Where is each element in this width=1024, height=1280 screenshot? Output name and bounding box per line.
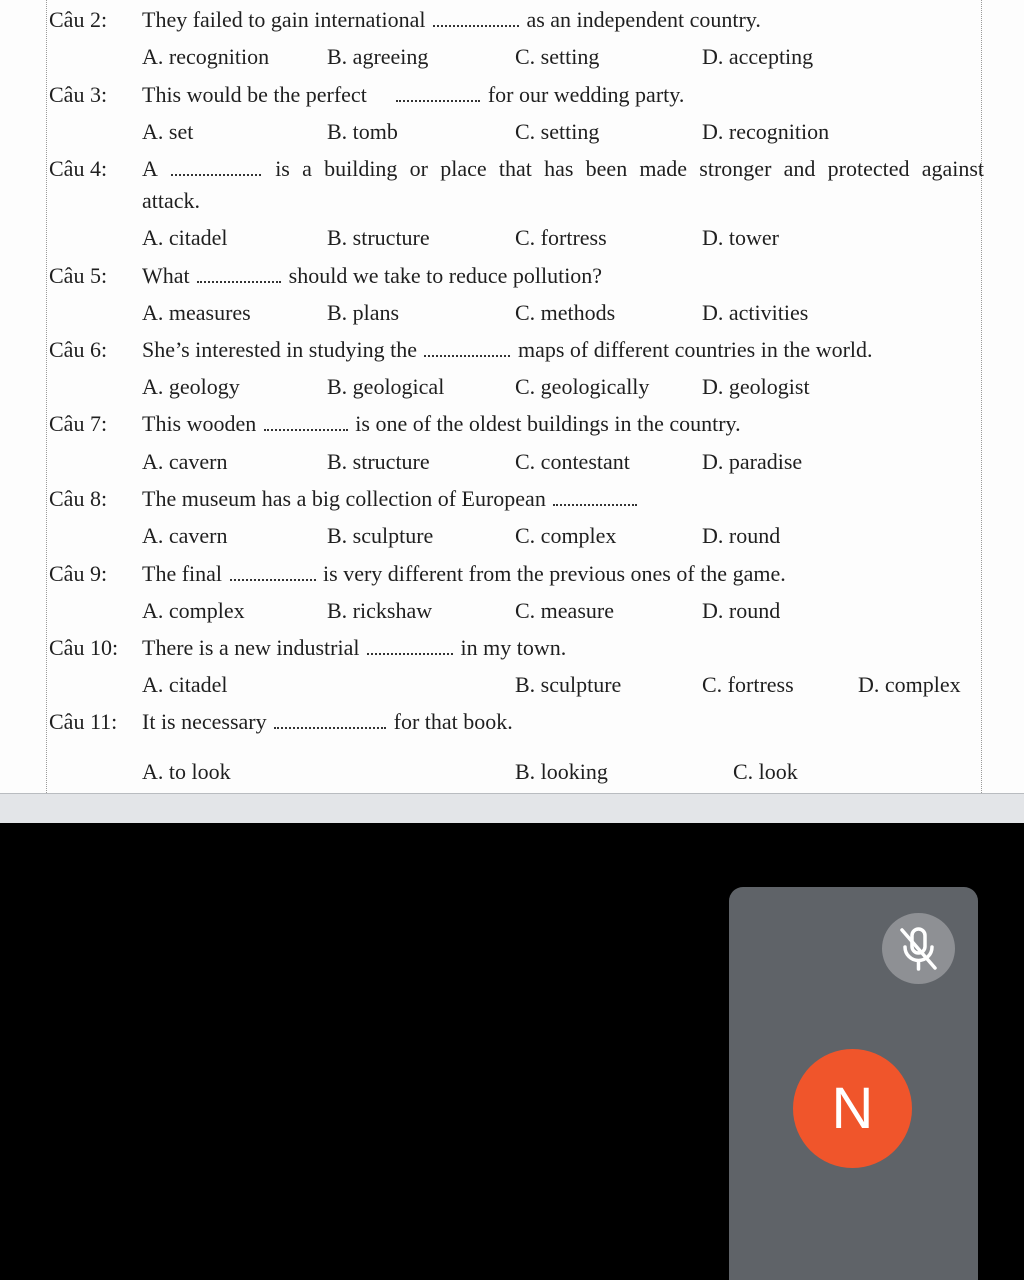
option-b: B. structure: [327, 449, 430, 474]
options-2: [0, 42, 1024, 72]
answer-blank: [553, 488, 637, 506]
participant-avatar: N: [793, 1049, 912, 1168]
options-9: [0, 596, 1024, 626]
question-number: Câu 3:: [49, 82, 108, 107]
option-b: B. rickshaw: [327, 598, 433, 623]
answer-blank: [230, 563, 316, 581]
option-c: C. complex: [515, 523, 617, 548]
option-d: D. complex: [858, 672, 961, 697]
options-8: [0, 521, 1024, 551]
option-a: A. measures: [142, 300, 251, 325]
option-d: D. round: [702, 598, 781, 623]
question-number: Câu 11:: [49, 709, 118, 734]
question-2: [0, 5, 1024, 35]
option-b: B. tomb: [327, 119, 398, 144]
question-4: [0, 154, 1024, 184]
option-b: B. sculpture: [327, 523, 434, 548]
question-number: Câu 9:: [49, 561, 108, 586]
question-text: She’s interested in studying the maps of different countries in the world.: [142, 337, 873, 362]
option-a: A. citadel: [142, 225, 228, 250]
question-6: [0, 335, 1024, 365]
option-d: D. round: [702, 523, 781, 548]
option-d: D. tower: [702, 225, 779, 250]
option-c: C. setting: [515, 119, 600, 144]
question-number: Câu 10:: [49, 635, 119, 660]
option-c: C. methods: [515, 300, 616, 325]
option-c: C. look: [733, 759, 798, 784]
question-text-continuation: attack.: [142, 188, 201, 213]
option-c: C. measure: [515, 598, 614, 623]
option-a: A. geology: [142, 374, 240, 399]
options-10: [0, 670, 1024, 700]
answer-blank: [433, 9, 519, 27]
question-4-continuation: [0, 186, 1024, 216]
options-6: [0, 372, 1024, 402]
option-a: A. complex: [142, 598, 245, 623]
option-b: B. agreeing: [327, 44, 429, 69]
option-a: A. recognition: [142, 44, 270, 69]
question-text: This would be the perfect for our wedding party.: [142, 82, 685, 107]
question-10: [0, 633, 1024, 663]
question-text: What should we take to reduce pollution?: [142, 263, 603, 288]
answer-blank: [424, 339, 510, 357]
question-11: [0, 707, 1024, 737]
answer-blank: [197, 265, 281, 283]
option-a: A. cavern: [142, 449, 228, 474]
option-d: D. geologist: [702, 374, 810, 399]
option-b: B. geological: [327, 374, 445, 399]
question-text: It is necessary for that book.: [142, 709, 513, 734]
question-text: They failed to gain international as an independent country.: [142, 7, 761, 32]
question-number: Câu 4:: [49, 156, 108, 181]
option-c: C. fortress: [515, 225, 607, 250]
option-b: B. sculpture: [515, 672, 622, 697]
option-a: A. cavern: [142, 523, 228, 548]
options-4: [0, 223, 1024, 253]
answer-blank: [171, 158, 261, 176]
screen-share-bottom-bar: [0, 793, 1024, 823]
options-11: [0, 757, 1024, 787]
question-number: Câu 8:: [49, 486, 108, 511]
question-text: The final is very different from the previous ones of the game.: [142, 561, 786, 586]
question-3: [0, 80, 1024, 110]
option-a: A. citadel: [142, 672, 228, 697]
question-text: A is a building or place that has been made stronger and protected against: [142, 156, 985, 181]
option-b: B. structure: [327, 225, 430, 250]
question-text: This wooden is one of the oldest buildings in the country.: [142, 411, 741, 436]
question-text: The museum has a big collection of European: [142, 484, 639, 514]
option-c: C. geologically: [515, 374, 650, 399]
question-5: [0, 261, 1024, 291]
answer-blank: [274, 711, 386, 729]
option-d: D. activities: [702, 300, 809, 325]
option-d: D. paradise: [702, 449, 803, 474]
option-b: B. plans: [327, 300, 400, 325]
question-number: Câu 7:: [49, 411, 108, 436]
option-a: A. to look: [142, 759, 231, 784]
question-8: [0, 484, 1024, 514]
options-5: [0, 298, 1024, 328]
option-c: C. setting: [515, 44, 600, 69]
question-7: [0, 409, 1024, 439]
question-text: There is a new industrial in my town.: [142, 635, 567, 660]
answer-blank: [264, 413, 348, 431]
question-number: Câu 5:: [49, 263, 108, 288]
question-number: Câu 6:: [49, 337, 108, 362]
option-c: C. fortress: [702, 672, 794, 697]
option-d: D. recognition: [702, 119, 830, 144]
option-d: D. accepting: [702, 44, 814, 69]
question-9: [0, 559, 1024, 589]
mic-off-icon: [882, 913, 955, 984]
answer-blank: [396, 84, 480, 102]
options-3: [0, 117, 1024, 147]
option-a: A. set: [142, 119, 194, 144]
answer-blank: [367, 637, 453, 655]
option-c: C. contestant: [515, 449, 630, 474]
question-number: Câu 2:: [49, 7, 108, 32]
option-b: B. looking: [515, 759, 608, 784]
options-7: [0, 447, 1024, 477]
